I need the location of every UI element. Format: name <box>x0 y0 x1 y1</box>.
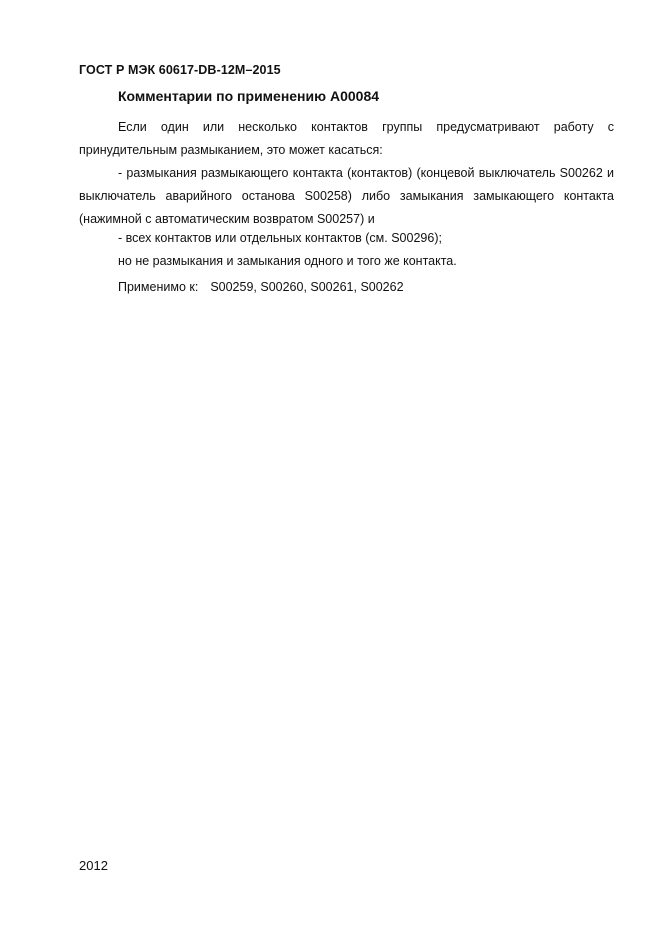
paragraph-item-opening: - размыкания размыкающего контакта (контактов) (концевой выключатель S00262 и выключатель аварийного останова S00258) либо замыкания замыкающего контакта (нажимной с автоматическим возвратом S00257) и <box>79 166 614 226</box>
applies-to-value: S00259, S00260, S00261, S00262 <box>210 280 404 294</box>
applies-to-label: Применимо к: <box>118 280 199 294</box>
paragraph-item-all-contacts: - всех контактов или отдельных контактов (см. S00296); <box>118 231 442 245</box>
paragraph-exception: но не размыкания и замыкания одного и того же контакта. <box>118 254 457 268</box>
applies-to-line <box>118 280 404 294</box>
paragraph-intro: Если один или несколько контактов группы предусматривают работу с принудительным размыканием, это может касаться: <box>79 120 614 157</box>
standard-header: ГОСТ Р МЭК 60617-DB-12M–2015 <box>79 63 281 77</box>
page-number: 2012 <box>79 858 108 873</box>
section-title: Комментарии по применению A00084 <box>118 88 380 104</box>
